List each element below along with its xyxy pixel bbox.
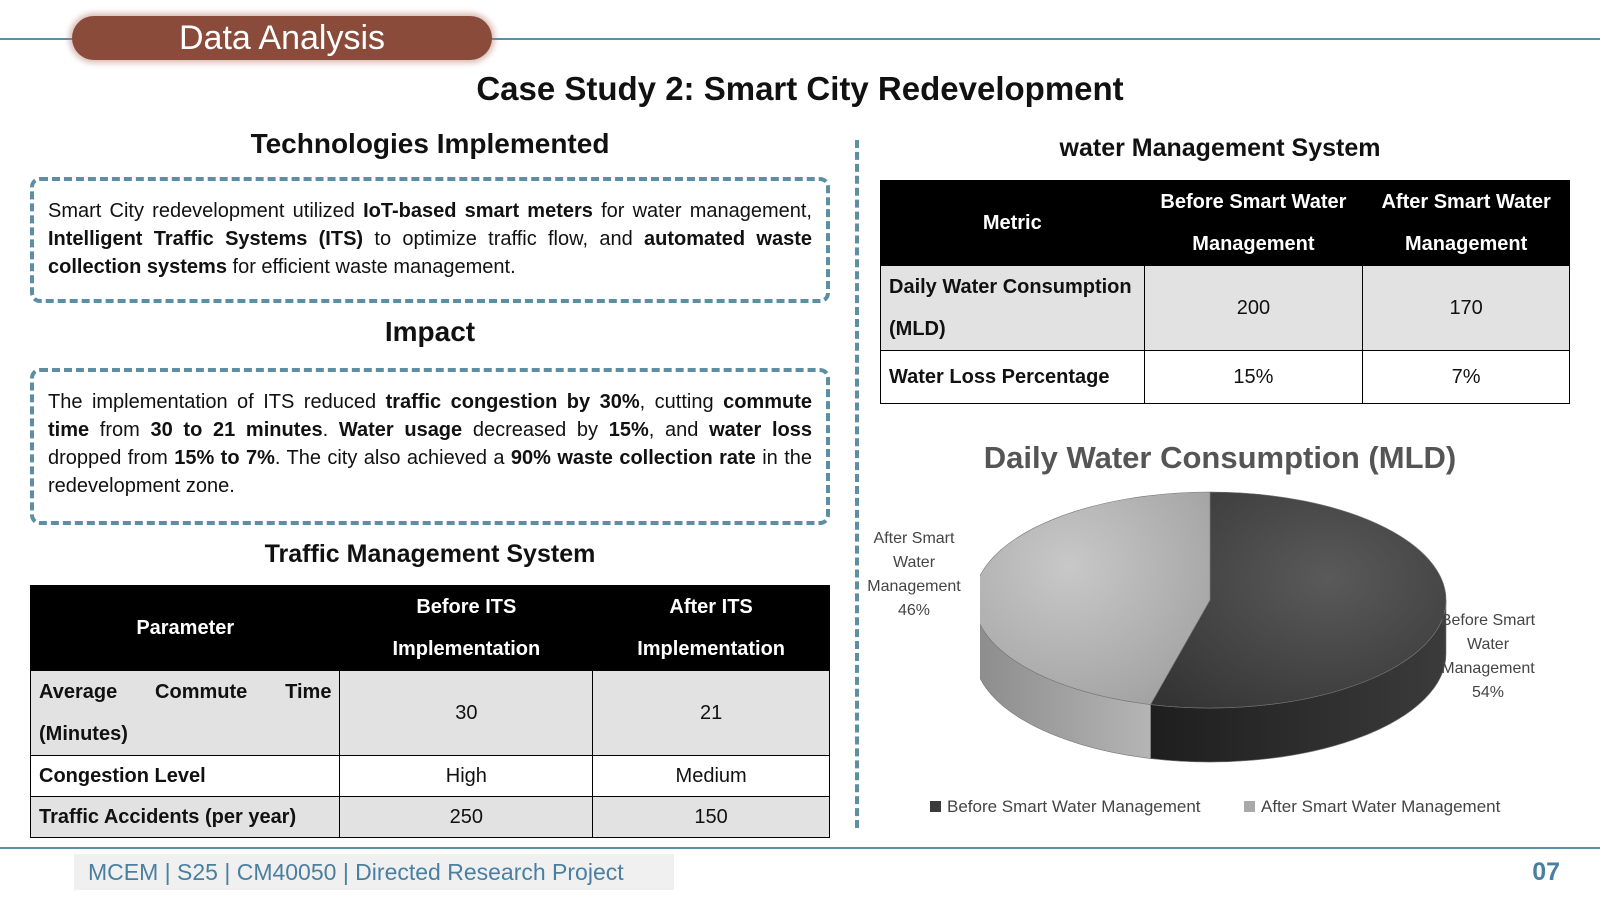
impact-run: decreased by [462,419,609,441]
impact-run: , cutting [639,391,724,413]
water-table-heading: water Management System [1059,134,1381,162]
page-title: Case Study 2: Smart City Redevelopment [476,70,1124,107]
impact-run: Water usage [338,419,463,441]
impact-run: 30 to 21 minutes [150,419,323,441]
pie-label-line: Water [892,554,936,571]
technologies-text [30,177,830,303]
pie-chart [980,490,1480,790]
impact-run: dropped from [48,447,175,469]
impact-run: commute time [48,391,812,441]
water-header-before: Before Smart Water Management [1144,181,1363,266]
legend-item-before [930,797,1201,817]
table-cell: Water Loss Percentage [881,351,1145,404]
traffic-header-after: After ITS Implementation [593,586,830,671]
technologies-run: IoT-based smart meters [363,200,593,222]
table-cell: Medium [593,756,830,797]
pie-label-line: Management [1441,660,1535,677]
table-cell: Traffic Accidents (per year) [31,797,340,838]
legend-item-after [1244,797,1500,817]
impact-run: in the redevelopment zone. [48,447,812,497]
impact-run: traffic congestion by 30% [385,391,640,413]
table-cell: 250 [340,797,593,838]
impact-run: . [322,419,339,441]
water-header-after: After Smart Water Management [1363,181,1570,266]
table-row [31,756,830,797]
legend-label: After Smart Water Management [1261,797,1501,816]
table-cell: 200 [1144,266,1363,351]
pie-label-line: After Smart [873,530,955,547]
pie-label-line: 46% [897,602,931,619]
technologies-run: to optimize traffic flow, and [363,228,644,250]
table-row [31,797,830,838]
table-cell: 7% [1363,351,1570,404]
technologies-run: for efficient waste management. [226,256,516,278]
table-cell: Congestion Level [31,756,340,797]
table-cell: 150 [593,797,830,838]
table-cell: High [340,756,593,797]
pie-label-after [864,527,964,623]
table-cell: 170 [1363,266,1570,351]
impact-run: , and [648,419,710,441]
table-row [881,266,1570,351]
table-row [881,351,1570,404]
table-row [31,671,830,756]
technologies-run: for water management, [592,200,812,222]
pie-label-line: 54% [1471,684,1505,701]
legend-label: Before Smart Water Management [947,797,1201,816]
technologies-run: Smart City redevelopment utilized [48,200,364,222]
footer-rule [0,847,1600,849]
technologies-run: Intelligent Traffic Systems (ITS) [48,228,364,250]
chart-title: Daily Water Consumption (MLD) [983,440,1457,475]
impact-run: water loss [709,419,813,441]
pie-label-line: Before Smart [1440,612,1536,629]
table-cell: Average Commute Time (Minutes) [31,671,340,756]
traffic-table-heading: Traffic Management System [264,540,596,568]
traffic-header-before: Before ITS Implementation [340,586,593,671]
impact-heading: Impact [384,316,476,347]
table-cell: 21 [593,671,830,756]
impact-text [30,368,830,525]
legend-swatch [1244,801,1255,812]
pie-label-before [1438,609,1538,705]
impact-run: . The city also achieved a [274,447,511,469]
water-table [880,180,1570,404]
table-cell: 15% [1144,351,1363,404]
impact-run: The implementation of ITS reduced [48,391,386,413]
impact-run: 90% waste collection rate [510,447,756,469]
legend-swatch [930,801,941,812]
page-number: 07 [1532,858,1560,886]
impact-run: from [89,419,151,441]
traffic-header-parameter: Parameter [31,586,340,671]
impact-run: 15% [608,419,649,441]
technologies-heading: Technologies Implemented [250,128,610,159]
impact-run: 15% to 7% [174,447,275,469]
water-header-metric: Metric [881,181,1145,266]
table-cell: 30 [340,671,593,756]
traffic-table [30,585,830,838]
table-cell: Daily Water Consumption (MLD) [881,266,1145,351]
footer-text: MCEM | S25 | CM40050 | Directed Research Project [74,854,674,890]
pie-label-line: Water [1466,636,1510,653]
technologies-run: automated waste collection systems [48,228,813,278]
pie-label-line: Management [867,578,961,595]
column-divider [855,140,859,828]
section-label: Data Analysis [72,16,492,60]
